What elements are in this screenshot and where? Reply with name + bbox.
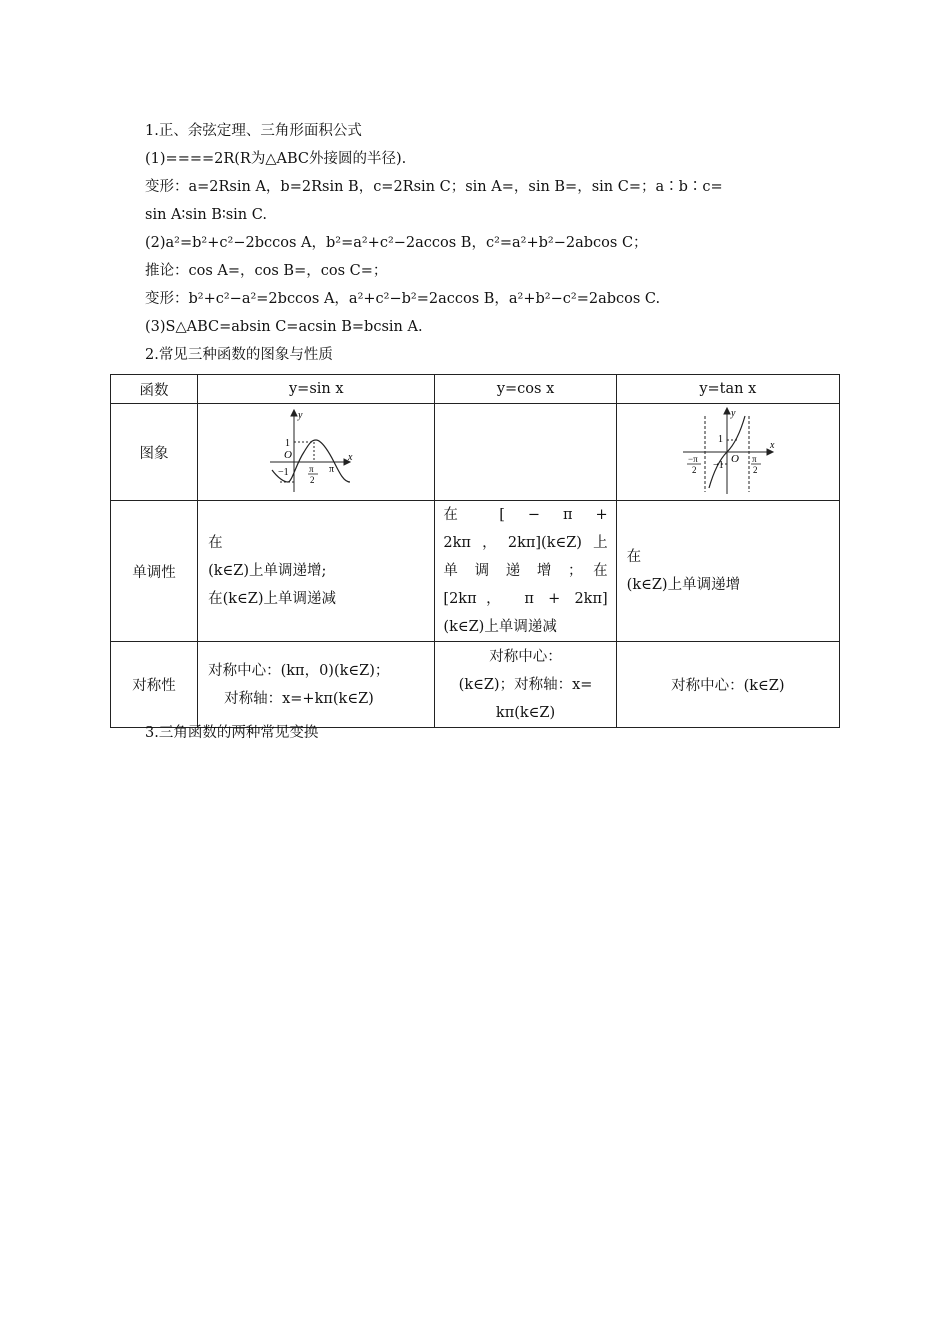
formula-line-2: 变形：a=2Rsin A，b=2Rsin B，c=2Rsin C；sin A=，sin B=，sin C=；a∶b∶c=	[145, 179, 723, 195]
section-2-title: 2.常见三种函数的图象与性质	[145, 347, 333, 363]
tan-one-label: 1	[717, 434, 723, 445]
table-header-row	[111, 375, 840, 404]
tan-neg-one-label: −1	[712, 460, 724, 471]
sin-graph	[198, 404, 434, 496]
tan-y-label: y	[730, 408, 736, 419]
tan-graph	[617, 404, 839, 496]
table-row-graph	[111, 404, 840, 501]
sym-row-label: 对称性	[111, 642, 198, 728]
tan-pi-half-den: 2	[752, 465, 758, 475]
sin-sym-line-2: 对称轴：x=+kπ(k∈Z)	[224, 690, 374, 707]
formula-line-4: (2)a²=b²+c²−2bccos A，b²=a²+c²−2accos B，c²=a²+b²−2abcos C；	[145, 235, 648, 251]
mono-row-label: 单调性	[111, 501, 198, 642]
formula-line-7: (3)S△ABC=absin C=acsin B=bcsin A.	[145, 319, 423, 335]
sin-pi-half-den: 2	[310, 475, 315, 485]
sin-mono-line-3: 在(k∈Z)上单调递减	[208, 591, 337, 607]
tan-mono-cell	[616, 501, 839, 642]
cos-sym-cell	[435, 642, 616, 728]
sin-pi-half-num: π	[309, 464, 314, 474]
cos-graph-cell	[435, 404, 616, 501]
tan-graph-cell	[616, 404, 839, 501]
cos-mono-line-3: 单 调 递 增 ； 在	[443, 563, 608, 579]
tan-neg-pi-half-num: −π	[687, 454, 698, 464]
sin-origin-label: O	[284, 449, 293, 461]
formula-line-6: 变形：b²+c²−a²=2bccos A，a²+c²−b²=2accos B，a²+b²−c²=2abcos C.	[145, 291, 661, 307]
sin-one-label: 1	[285, 438, 291, 449]
graph-row-label: 图象	[111, 404, 198, 501]
cos-mono-line-1: 在 [ − π +	[443, 507, 608, 523]
sin-neg-one-label: −1	[278, 467, 289, 478]
sin-y-label: y	[298, 410, 303, 421]
tan-sym-cell: 对称中心：(k∈Z)	[616, 642, 839, 728]
cos-mono-line-4: [2kπ， π + 2kπ]	[443, 591, 608, 607]
sin-mono-line-2: (k∈Z)上单调递增;	[208, 563, 327, 579]
table-row-symmetry	[111, 642, 840, 728]
tan-origin-label: O	[730, 453, 739, 465]
formula-line-1: (1)====2R(R为△ABC外接圆的半径).	[145, 151, 407, 167]
header-function: 函数	[111, 375, 198, 404]
sin-sym-line-1: 对称中心：(kπ，0)(k∈Z)；	[208, 662, 390, 679]
sin-sym-cell	[198, 642, 435, 728]
formula-line-5: 推论：cos A=，cos B=，cos C=；	[145, 263, 388, 279]
section-3-title: 3.三角函数的两种常见变换	[145, 725, 319, 741]
table-row-monotonicity	[111, 501, 840, 642]
cos-mono-cell	[435, 501, 616, 642]
sin-pi-label: π	[329, 464, 335, 475]
cos-mono-line-5: (k∈Z)上单调递减	[443, 619, 557, 635]
tan-mono-line-1: 在	[626, 549, 642, 565]
cos-sym-line-2: (k∈Z)；对称轴：x=	[458, 676, 593, 693]
sin-x-label: x	[348, 452, 353, 463]
tan-mono-line-2: (k∈Z)上单调递增	[626, 577, 741, 593]
tan-x-label: x	[769, 440, 775, 451]
sin-mono-cell	[198, 501, 435, 642]
sin-graph-cell	[198, 404, 435, 501]
sin-mono-line-1: 在	[208, 535, 223, 551]
header-cos: y=cos x	[435, 375, 616, 404]
cos-sym-line-1: 对称中心：	[489, 648, 562, 665]
tan-neg-pi-half-den: 2	[691, 465, 697, 475]
cos-mono-line-2: 2kπ，2kπ](k∈Z)上	[443, 535, 608, 551]
tan-pi-half-num: π	[751, 454, 757, 464]
cos-sym-line-3: kπ(k∈Z)	[495, 704, 556, 721]
header-sin: y=sin x	[198, 375, 435, 404]
formula-line-3: sin A∶sin B∶sin C.	[145, 207, 267, 223]
section-1-title: 1.正、余弦定理、三角形面积公式	[145, 123, 362, 139]
trig-properties-table	[110, 374, 840, 728]
header-tan: y=tan x	[616, 375, 839, 404]
